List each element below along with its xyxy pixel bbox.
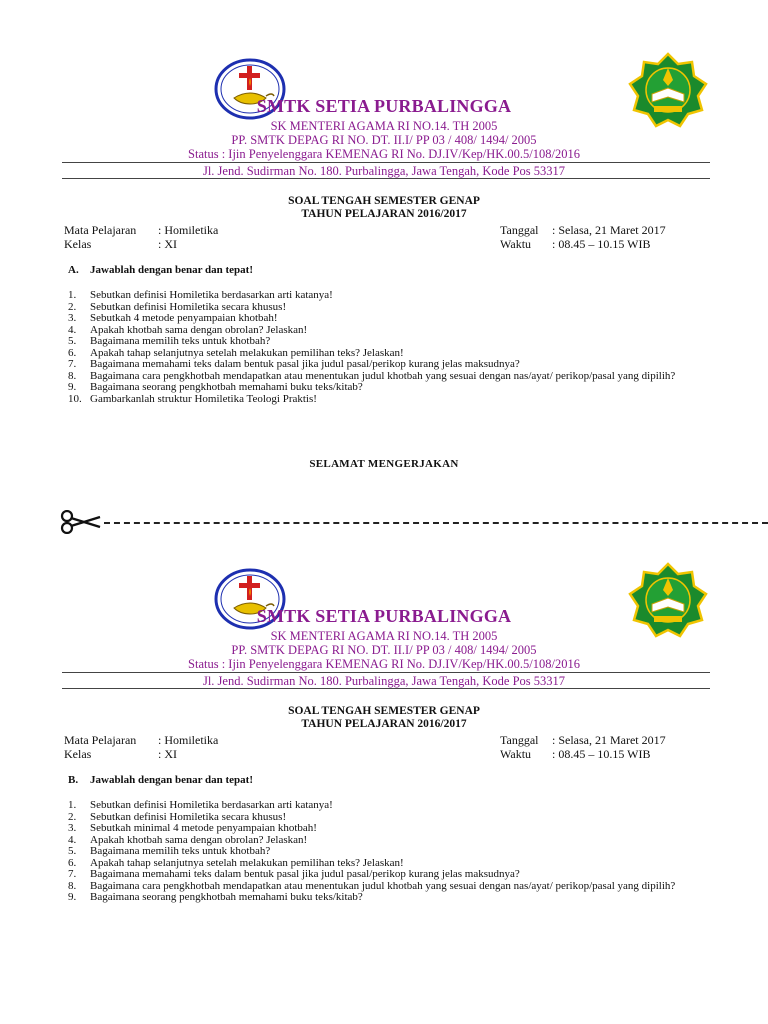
question-number: 7. [68, 358, 77, 370]
cut-line [60, 508, 712, 536]
question-text: Sebutkan definisi Homiletika berdasarkan arti katanya! [90, 799, 333, 811]
question-number: 5. [68, 845, 77, 857]
question-number: 4. [68, 323, 77, 336]
question-item [68, 846, 710, 858]
header-rule-top [62, 672, 710, 673]
question-number: 10. [68, 392, 82, 405]
question-text: Bagaimana cara pengkhotbah mendapatkan atau menentukan judul khotbah yang sesuai dengan nas/ayat/ perikop/pasal yang dipilih? [90, 369, 676, 382]
address-line: Jl. Jend. Sudirman No. 180. Purbalingga, Jawa Tengah, Kode Pos 53317 [202, 164, 566, 178]
class-row [64, 747, 177, 762]
class-label: Kelas [64, 237, 92, 251]
question-list [68, 290, 710, 405]
question-number: 4. [68, 833, 77, 846]
question-number: 1. [68, 799, 77, 811]
status-line: Status : Ijin Penyelenggara KEMENAG RI No. DJ.IV/Kep/HK.00.5/108/2016 [188, 147, 580, 161]
question-item [68, 869, 710, 881]
question-number: 9. [68, 891, 77, 903]
class-value: : XI [158, 237, 177, 251]
question-text: Bagaimana memahami teks dalam bentuk pasal jika judul pasal/perikop kurang jelas maksudnya? [90, 868, 520, 880]
subject-row [64, 733, 218, 748]
registration-line: PP. SMTK DEPAG RI NO. DT. II.I/ PP 03 / 408/ 1494/ 2005 [231, 133, 537, 147]
question-number: 6. [68, 346, 77, 359]
question-item [68, 892, 710, 904]
scissors-icon [60, 510, 102, 534]
subject-label: Mata Pelajaran [64, 733, 137, 747]
subject-label: Mata Pelajaran [64, 223, 137, 237]
class-value: : XI [158, 747, 177, 761]
question-number: 2. [68, 810, 77, 823]
question-number: 5. [68, 335, 77, 347]
school-name: SMTK SETIA PURBALINGGA [256, 606, 512, 626]
address-line: Jl. Jend. Sudirman No. 180. Purbalingga, Jawa Tengah, Kode Pos 53317 [202, 674, 566, 688]
subject-row [64, 223, 218, 238]
date-label: Tanggal [500, 733, 539, 747]
date-row [500, 733, 666, 748]
question-text: Apakah khotbah sama dengan obrolan? Jelaskan! [90, 323, 308, 336]
decree-line: SK MENTERI AGAMA RI NO.14. TH 2005 [270, 629, 498, 643]
closing-text: SELAMAT MENGERJAKAN [309, 458, 459, 470]
question-text: Sebutkan definisi Homiletika berdasarkan arti katanya! [90, 289, 333, 301]
date-value: : Selasa, 21 Maret 2017 [552, 733, 666, 747]
question-number: 7. [68, 868, 77, 880]
question-item [68, 823, 710, 835]
question-item [68, 313, 710, 325]
exam-title: SOAL TENGAH SEMESTER GENAP [288, 195, 480, 207]
header-rule-bottom [62, 688, 710, 689]
question-text: Bagaimana cara pengkhotbah mendapatkan atau menentukan judul khotbah yang sesuai dengan nas/ayat/ perikop/pasal yang dipilih? [90, 879, 676, 892]
question-text: Bagaimana memahami teks dalam bentuk pasal jika judul pasal/perikop kurang jelas maksudnya? [90, 358, 520, 370]
question-item [68, 290, 710, 302]
question-text: Gambarkanlah struktur Homiletika Teologi Praktis! [90, 392, 317, 405]
section-letter: A. [68, 264, 79, 276]
section-heading [68, 774, 253, 786]
question-text: Apakah tahap selanjutnya setelah melakukan pemilihan teks? Jelaskan! [90, 856, 404, 869]
question-text: Sebutkan definisi Homiletika secara khusus! [90, 300, 287, 313]
time-row [500, 747, 650, 762]
question-text: Bagaimana seorang pengkhotbah memahami buku teks/kitab? [90, 381, 363, 393]
question-item [68, 382, 710, 394]
question-item [68, 800, 710, 812]
exam-year: TAHUN PELAJARAN 2016/2017 [301, 718, 467, 730]
class-row [64, 237, 177, 252]
subject-value: : Homiletika [158, 733, 219, 747]
section-title: Jawablah dengan benar dan tepat! [90, 774, 253, 786]
question-number: 1. [68, 289, 77, 301]
subject-value: : Homiletika [158, 223, 219, 237]
question-text: Apakah tahap selanjutnya setelah melakukan pemilihan teks? Jelaskan! [90, 346, 404, 359]
registration-line: PP. SMTK DEPAG RI NO. DT. II.I/ PP 03 / 408/ 1494/ 2005 [231, 643, 537, 657]
question-number: 6. [68, 856, 77, 869]
question-text: Sebutkan definisi Homiletika secara khusus! [90, 810, 287, 823]
date-label: Tanggal [500, 223, 539, 237]
question-number: 9. [68, 381, 77, 393]
time-label: Waktu [500, 237, 532, 251]
question-number: 2. [68, 300, 77, 313]
section-title: Jawablah dengan benar dan tepat! [90, 264, 253, 276]
header-rule-top [62, 162, 710, 163]
question-number: 3. [68, 312, 77, 324]
question-list [68, 800, 710, 904]
question-text: Sebutkah minimal 4 metode penyampaian khotbah! [90, 822, 317, 834]
question-item [68, 336, 710, 348]
question-item [68, 359, 710, 371]
time-row [500, 237, 650, 252]
dashed-line [104, 522, 768, 524]
time-label: Waktu [500, 747, 532, 761]
question-text: Bagaimana memilih teks untuk khotbah? [90, 845, 271, 857]
class-label: Kelas [64, 747, 92, 761]
date-value: : Selasa, 21 Maret 2017 [552, 223, 666, 237]
school-name: SMTK SETIA PURBALINGGA [256, 96, 512, 116]
question-item [68, 394, 710, 406]
section-heading [68, 264, 253, 276]
time-value: : 08.45 – 10.15 WIB [552, 747, 651, 761]
section-letter: B. [68, 774, 79, 786]
question-number: 8. [68, 879, 77, 892]
exam-year: TAHUN PELAJARAN 2016/2017 [301, 208, 467, 220]
question-text: Bagaimana seorang pengkhotbah memahami buku teks/kitab? [90, 891, 363, 903]
question-text: Bagaimana memilih teks untuk khotbah? [90, 335, 271, 347]
question-text: Sebutkah 4 metode penyampaian khotbah! [90, 312, 278, 324]
status-line: Status : Ijin Penyelenggara KEMENAG RI No. DJ.IV/Kep/HK.00.5/108/2016 [188, 657, 580, 671]
date-row [500, 223, 666, 238]
decree-line: SK MENTERI AGAMA RI NO.14. TH 2005 [270, 119, 498, 133]
question-number: 3. [68, 822, 77, 834]
exam-title: SOAL TENGAH SEMESTER GENAP [288, 705, 480, 717]
time-value: : 08.45 – 10.15 WIB [552, 237, 651, 251]
header-rule-bottom [62, 178, 710, 179]
question-text: Apakah khotbah sama dengan obrolan? Jelaskan! [90, 833, 308, 846]
question-number: 8. [68, 369, 77, 382]
